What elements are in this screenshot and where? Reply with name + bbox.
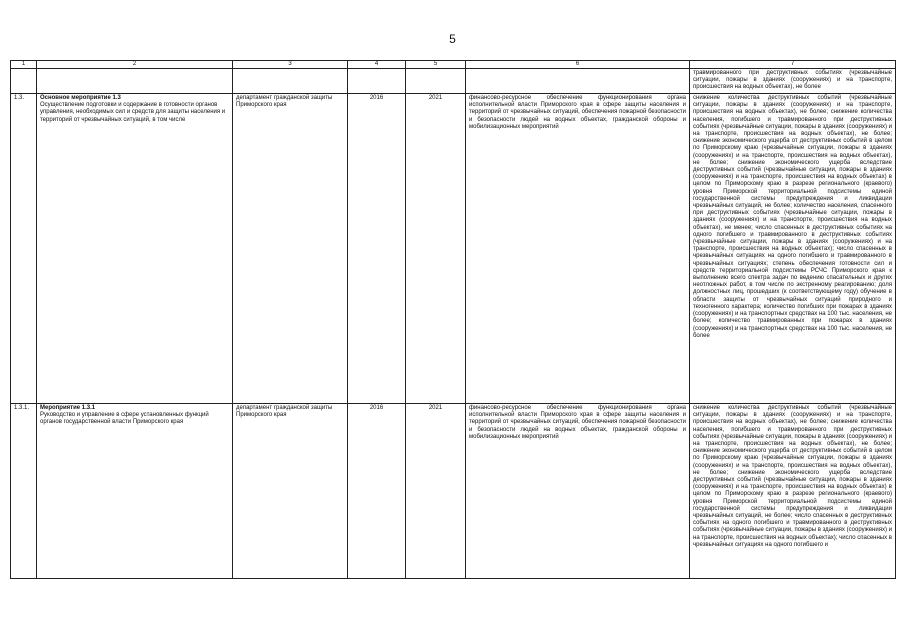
header-row xyxy=(11,61,896,69)
header-col-1: 1 xyxy=(11,61,37,69)
activity-description: Руководство и управление в сфере установленных функций органов государственной власти Приморского края xyxy=(40,412,209,426)
header-col-7: 7 xyxy=(690,61,896,69)
program-activities-table xyxy=(10,60,896,579)
cell-empty xyxy=(11,69,37,94)
activity-cell xyxy=(37,404,233,579)
cell-empty xyxy=(37,69,233,94)
header-col-6: 6 xyxy=(466,61,690,69)
table-row xyxy=(11,404,896,579)
expected-result: финансово-ресурсное обеспечение функционирования органа исполнительной власти Приморского края в сфере защиты населения и территорий от чрезвычайных ситуаций, обеспечения пожарной безопасности и безопасности людей на водных объектах, гражданской обороны и мобилизационных мероприятий xyxy=(466,404,690,579)
cell-empty xyxy=(466,69,690,94)
cell-empty xyxy=(233,69,348,94)
row-number: 1.3.1. xyxy=(11,404,37,579)
header-col-5: 5 xyxy=(406,61,466,69)
continuation-row xyxy=(11,69,896,94)
activity-description: Осуществление подготовки и содержание в готовности органов управления, необходимых сил и средств для защиты населения и территорий от чрезвычайных ситуаций, в том числе xyxy=(40,102,226,123)
activity-title: Мероприятие 1.3.1 xyxy=(40,405,96,411)
continuation-indicators: травмированного при деструктивных событиях (чрезвычайные ситуации, пожары в зданиях (сооружениях) и на транспорте, происшествия на водных объектах), не более xyxy=(690,69,896,94)
executor: департамент гражданской защиты Приморского края xyxy=(233,94,348,404)
indicators: снижение количества деструктивных событий (чрезвычайные ситуации, пожары в зданиях (сооружениях) и на транспорте, происшествия на водных объектах), не более; снижение количества населения, погибшего и травмированного при деструктивных событиях (чрезвычайные ситуации, пожары в зданиях (сооружениях) и на транспорте, происшествия на водных объектах), не более; снижение экономического ущерба от деструктивных событий в целом по Приморскому краю (чрезвычайные ситуации, пожары в зданиях (сооружениях) и на транспорте, происшествия на водных объектах), не более; снижение экономического ущерба вследствие деструктивных событий (чрезвычайные ситуации, пожары в зданиях (сооружениях) и на транспорте, происшествия на водных объектах) в целом по Приморскому краю в разрезе регионального (краевого) уровня Приморской территориальной подсистемы единой государственной системы предупреждения и ликвидации чрезвычайных ситуаций, не более; число спасенных в деструктивных событиях на одного погибшего и травмированного в деструктивных событиях (чрезвычайные ситуации, пожары в зданиях (сооружениях) и на транспорте, происшествия на водных объектах); число спасенных в чрезвычайных ситуациях на одного погибшего и xyxy=(690,404,896,579)
page-number: 5 xyxy=(449,32,456,46)
cell-empty xyxy=(348,69,406,94)
indicators: снижение количества деструктивных событий (чрезвычайные ситуации, пожары в зданиях (сооружениях) и на транспорте, происшествия на водных объектах), не более; снижение количества населения, погибшего и травмированного при деструктивных событиях (чрезвычайные ситуации, пожары в зданиях (сооружениях) и на транспорте, происшествия на водных объектах), не более; снижение экономического ущерба от деструктивных событий в целом по Приморскому краю (чрезвычайные ситуации, пожары в зданиях (сооружениях) и на транспорте, происшествия на водных объектах), не более; снижение экономического ущерба вследствие деструктивных событий (чрезвычайные ситуации, пожары в зданиях (сооружениях) и на транспорте, происшествия на водных объектах) в целом по Приморскому краю в разрезе регионального (краевого) уровня Приморской территориальной подсистемы единой государственной системы предупреждения и ликвидации чрезвычайных ситуаций, не более; количество населения, спасенного при деструктивных событиях (чрезвычайные ситуации, пожары в зданиях (сооружениях) и на транспорте, происшествия на водных объектах), не менее; число спасенных в деструктивных событиях на одного погибшего и травмированного в деструктивных событиях (чрезвычайные ситуации, пожары в зданиях (сооружениях) и на транспорте, происшествия на водных объектах); число спасенных в чрезвычайных ситуациях на одного погибшего и травмированного в чрезвычайных ситуациях; степень обеспечения готовности сил и средств территориальной подсистемы РСЧС Приморского края к выполнению всего спектра задач по ведению спасательных и других неотложных работ, в том числе по экстренному реагированию; доля должностных лиц, прошедших (к соответствующему году) обучение в области защиты от чрезвычайных ситуаций природного и техногенного характера; количество погибших при пожарах в зданиях (сооружениях) и на транспортных средствах на 100 тыс. населения, не более; количество травмированных при пожарах в зданиях (сооружениях) и на транспортных средствах на 100 тыс. населения, не более xyxy=(690,94,896,404)
table-row xyxy=(11,94,896,404)
row-number: 1.3. xyxy=(11,94,37,404)
executor: департамент гражданской защиты Приморского края xyxy=(233,404,348,579)
activity-cell xyxy=(37,94,233,404)
expected-result: финансово-ресурсное обеспечение функционирования органа исполнительной власти Приморского края в сфере защиты населения и территорий от чрезвычайных ситуаций, обеспечения пожарной безопасности и безопасности людей на водных объектах, гражданской обороны и мобилизационных мероприятий xyxy=(466,94,690,404)
start-year: 2016 xyxy=(348,404,406,579)
end-year: 2021 xyxy=(406,404,466,579)
header-col-3: 3 xyxy=(233,61,348,69)
end-year: 2021 xyxy=(406,94,466,404)
activity-title: Основное мероприятие 1.3 xyxy=(40,95,121,101)
header-col-4: 4 xyxy=(348,61,406,69)
header-col-2: 2 xyxy=(37,61,233,69)
cell-empty xyxy=(406,69,466,94)
start-year: 2016 xyxy=(348,94,406,404)
